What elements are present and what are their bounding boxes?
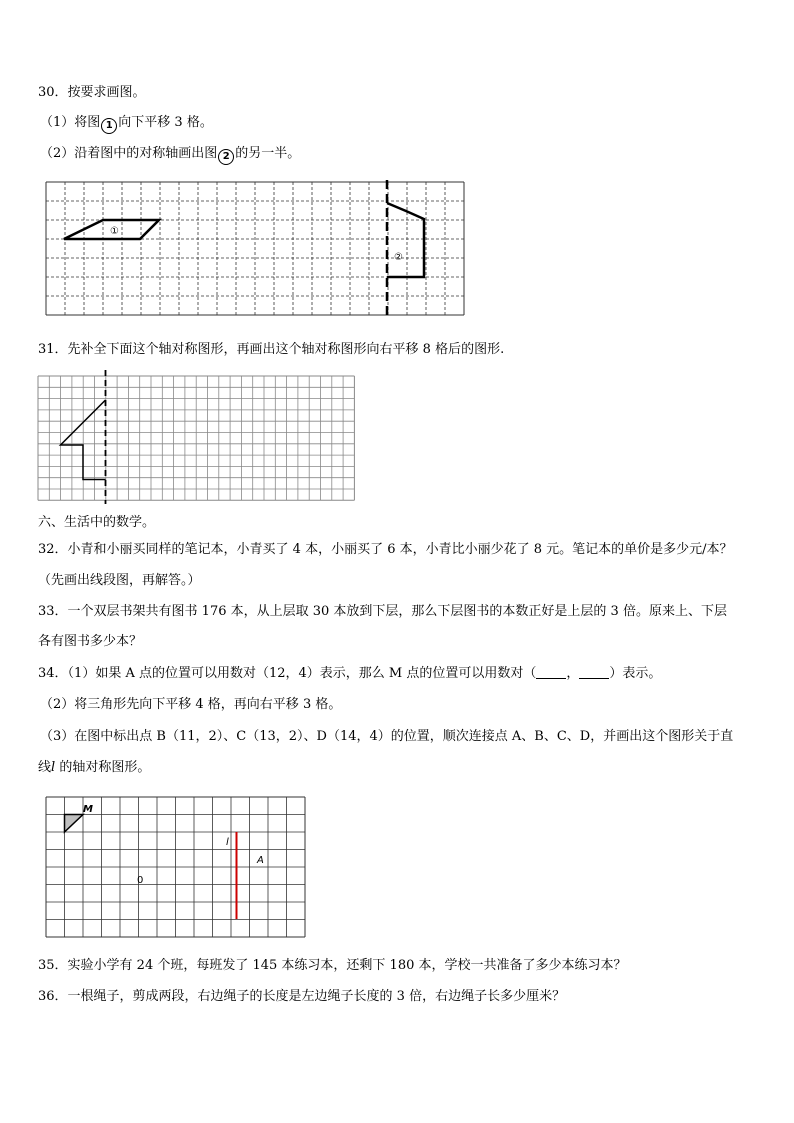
q34-part1-sep: ， xyxy=(566,666,580,681)
q30-part2-text-b: 的另一半。 xyxy=(235,146,301,161)
q30-grid-lines xyxy=(46,182,464,315)
q34-triangle xyxy=(65,815,84,833)
label-origin: 0 xyxy=(137,875,144,886)
q34-part3-line1: （3）在图中标出点 B（11，2）、C（13，2）、D（14，4）的位置，顺次连接点 A、B、C、D，并画出这个图形关于直 xyxy=(40,729,734,744)
q35-text: 35．实验小学有 24 个班，每班发了 145 本练习本，还剩下 180 本，学校一共准备了多少本练习本？ xyxy=(38,958,627,973)
q36-text: 36．一根绳子，剪成两段，右边绳子的长度是左边绳子长度的 3 倍，右边绳子长多少厘米？ xyxy=(38,989,566,1004)
q33-line1: 33．一个双层书架共有图书 176 本，从上层取 30 本放到下层，那么下层图书的本数正好是上层的 3 倍。原来上、下层 xyxy=(38,604,727,619)
q31-grid-lines xyxy=(38,376,354,500)
q30-part2-text-a: （2）沿着图中的对称轴画出图 xyxy=(40,146,218,161)
q30-grid-figure xyxy=(46,182,466,316)
q34-part2: （2）将三角形先向下平移 4 格，再向右平移 3 格。 xyxy=(40,697,342,712)
q30-title: 30．按要求画图。 xyxy=(38,85,146,100)
q30-part2 xyxy=(40,146,300,165)
q31-text: 31．先补全下面这个轴对称图形，再画出这个轴对称图形向右平移 8 格后的图形. xyxy=(38,342,505,357)
answer-blank-x[interactable] xyxy=(536,666,566,679)
q32-line1: 32．小青和小丽买同样的笔记本，小青买了 4 本，小丽买了 6 本，小青比小丽少花了 8 元。笔记本的单价是多少元/本？ xyxy=(38,542,733,557)
q31-grid-figure xyxy=(38,376,356,502)
q34-part1 xyxy=(38,666,661,682)
q32-line2: （先画出线段图，再解答。） xyxy=(38,573,201,588)
label-line-l: l xyxy=(226,837,229,848)
circle-number-2: 2 xyxy=(218,149,234,165)
q34-part3-text-a: 线 xyxy=(38,760,52,775)
q34-part3-line2 xyxy=(38,760,150,776)
q33-line2: 各有图书多少本？ xyxy=(38,634,143,649)
q34-line-l-ref: l xyxy=(51,760,56,775)
q30-shape-2-half xyxy=(387,203,424,277)
q34-part3-text-b: 的轴对称图形。 xyxy=(55,760,151,775)
label-point-m: M xyxy=(83,804,93,815)
label-point-a: A xyxy=(257,855,264,866)
q30-part1-text-b: 向下平移 3 格。 xyxy=(118,115,213,130)
q34-grid-lines xyxy=(46,797,305,937)
section-6-heading: 六、生活中的数学。 xyxy=(38,515,156,530)
circle-number-1: 1 xyxy=(101,118,117,134)
q34-grid-figure xyxy=(46,797,308,937)
q30-part1-text-a: （1）将图 xyxy=(40,115,101,130)
q34-part1-text-b: ）表示。 xyxy=(609,666,662,681)
q34-part1-text-a: 34．（1）如果 A 点的位置可以用数对（12，4）表示，那么 M 点的位置可以用数对（ xyxy=(38,666,537,681)
q30-shape-2-label: ② xyxy=(394,252,403,263)
answer-blank-y[interactable] xyxy=(579,666,609,679)
q30-part1 xyxy=(40,115,213,134)
q30-shape-1-label: ① xyxy=(110,226,119,237)
